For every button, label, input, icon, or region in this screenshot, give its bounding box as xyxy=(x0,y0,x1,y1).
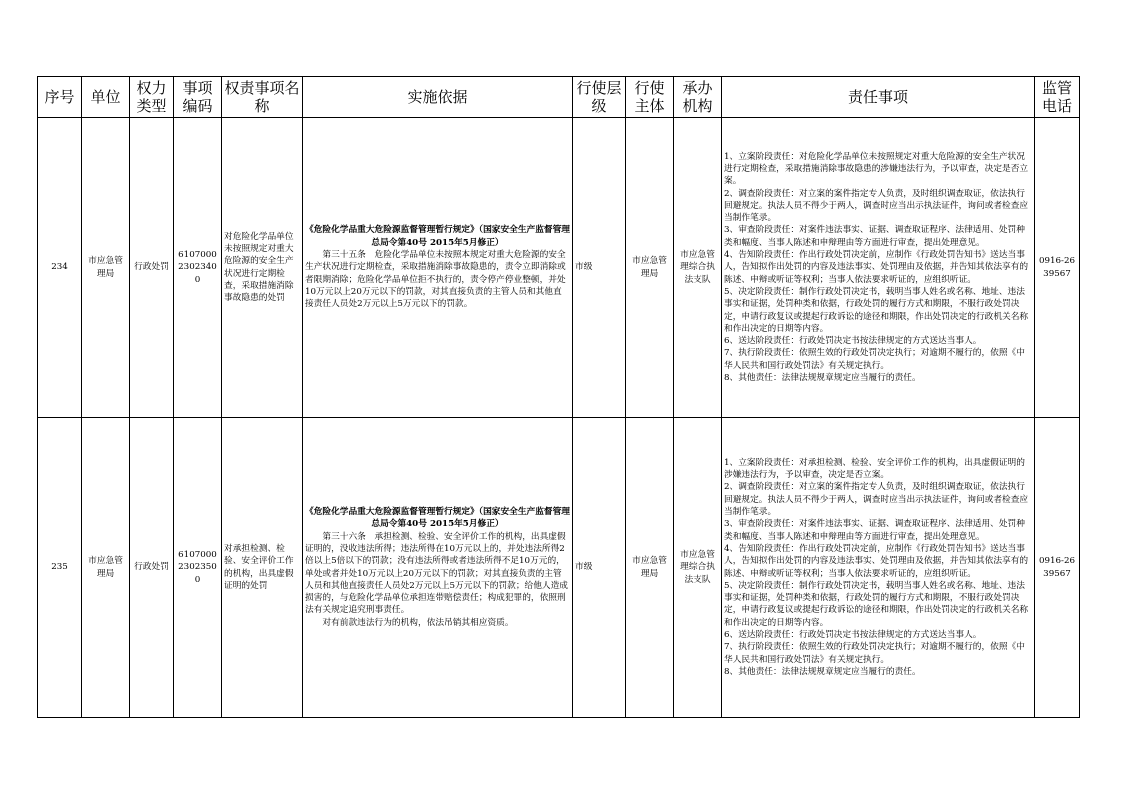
cell-unit: 市应急管理局 xyxy=(82,118,130,418)
header-unit: 单位 xyxy=(82,77,130,118)
basis-title: 《危险化学品重大危险源监督管理暂行规定》（国家安全生产监督管理总局令第40号 2015年5月修正） xyxy=(305,507,570,530)
header-duties: 责任事项 xyxy=(722,77,1035,118)
duty-item: 3、审查阶段责任：对案件违法事实、证据、调查取证程序、法律适用、处罚种类和幅度、当事人陈述和申辩理由等方面进行审查，提出处理意见。 xyxy=(724,225,1025,248)
cell-duties xyxy=(722,118,1035,418)
header-basis: 实施依据 xyxy=(303,77,573,118)
duty-item: 6、送达阶段责任：行政处罚决定书按法律规定的方式送达当事人。 xyxy=(724,336,982,347)
header-seq: 序号 xyxy=(38,77,82,118)
cell-power-type: 行政处罚 xyxy=(130,118,174,418)
cell-level: 市级 xyxy=(573,418,626,718)
table-row xyxy=(38,118,1080,418)
cell-basis xyxy=(303,118,573,418)
duty-item: 4、告知阶段责任：作出行政处罚决定前，应制作《行政处罚告知书》送达当事人，告知拟作出处罚的内容及违法事实、处罚理由及依据，并告知其依法享有的陈述、申辩或听证等权利；当事人依法要求听证的，应组织听证。 xyxy=(724,250,1029,285)
duty-item: 2、调查阶段责任：对立案的案件指定专人负责，及时组织调查取证，依法执行回避规定。执法人员不得少于两人，调查时应当出示执法证件，询问或者检查应当制作笔录。 xyxy=(724,482,1029,518)
header-phone: 监管电话 xyxy=(1035,77,1080,118)
cell-item-name: 对危险化学品单位未按照规定对重大危险源的安全生产状况进行定期检查，采取措施消除事故隐患的处罚 xyxy=(222,118,303,418)
cell-level: 市级 xyxy=(573,118,626,418)
duty-item: 6、送达阶段责任：行政处罚决定书按法律规定的方式送达当事人。 xyxy=(724,629,982,640)
basis-title: 《危险化学品重大危险源监督管理暂行规定》（国家安全生产监督管理总局令第40号 2015年5月修正） xyxy=(305,225,570,248)
cell-item-code: 610700023023400 xyxy=(174,118,222,418)
cell-phone: 0916-2639567 xyxy=(1035,418,1080,718)
header-row xyxy=(38,77,1080,118)
header-handler: 承办机构 xyxy=(674,77,722,118)
duty-item: 5、决定阶段责任：制作行政处罚决定书，载明当事人姓名或名称、地址、违法事实和证据，处罚种类和依据，行政处罚的履行方式和期限，不服行政处罚决定，申请行政复议或提起行政诉讼的途径和期限，作出处罚决定的行政机关名称和作出决定的日期等内容。 xyxy=(724,580,1029,628)
duty-item: 7、执行阶段责任：依照生效的行政处罚决定执行；对逾期不履行的，依照《中华人民共和国行政处罚法》有关规定执行。 xyxy=(724,642,1025,665)
cell-basis xyxy=(303,418,573,718)
header-item-name: 权责事项名称 xyxy=(222,77,303,118)
power-list-sheet xyxy=(37,76,1080,718)
cell-item-name: 对承担检测、检验、安全评价工作的机构，出具虚假证明的处罚 xyxy=(222,418,303,718)
header-item-code: 事项编码 xyxy=(174,77,222,118)
cell-item-code: 610700023023500 xyxy=(174,418,222,718)
duty-item: 3、审查阶段责任：对案件违法事实、证据、调查取证程序、法律适用、处罚种类和幅度、当事人陈述和申辩理由等方面进行审查，提出处理意见。 xyxy=(724,519,1025,542)
header-level: 行使层级 xyxy=(573,77,626,118)
duty-item: 1、立案阶段责任：对危险化学品单位未按照规定对重大危险源的安全生产状况进行定期检查，采取措施消除事故隐患的涉嫌违法行为，予以审查，决定是否立案。 xyxy=(724,151,1029,187)
duty-item: 1、立案阶段责任：对承担检测、检验、安全评价工作的机构，出具虚假证明的涉嫌违法行为，予以审查，决定是否立案。 xyxy=(724,457,1025,481)
header-power-type: 权力类型 xyxy=(130,77,174,118)
cell-handler: 市应急管理综合执法支队 xyxy=(674,118,722,418)
cell-seq: 235 xyxy=(38,418,82,718)
cell-power-type: 行政处罚 xyxy=(130,418,174,718)
cell-subject: 市应急管理局 xyxy=(626,118,674,418)
duty-item: 2、调查阶段责任：对立案的案件指定专人负责，及时组织调查取证，依法执行回避规定。执法人员不得少于两人，调查时应当出示执法证件，询问或者检查应当制作笔录。 xyxy=(724,188,1029,224)
header-subject: 行使主体 xyxy=(626,77,674,118)
cell-handler: 市应急管理综合执法支队 xyxy=(674,418,722,718)
basis-extra: 对有前款违法行为的机构，依法吊销其相应资质。 xyxy=(322,617,514,628)
cell-phone: 0916-2639567 xyxy=(1035,118,1080,418)
cell-unit: 市应急管理局 xyxy=(82,418,130,718)
cell-subject: 市应急管理局 xyxy=(626,418,674,718)
table-row xyxy=(38,418,1080,718)
power-list-table xyxy=(37,76,1080,718)
duty-item: 4、告知阶段责任：作出行政处罚决定前，应制作《行政处罚告知书》送达当事人，告知拟作出处罚的内容及违法事实、处罚理由及依据，并告知其依法享有的陈述、申辩或听证等权利；当事人依法要求听证的，应组织听证。 xyxy=(724,543,1029,579)
duty-item: 5、决定阶段责任：制作行政处罚决定书，载明当事人姓名或名称、地址、违法事实和证据，处罚种类和依据，行政处罚的履行方式和期限，不服行政处罚决定，申请行政复议或提起行政诉讼的途径和期限，作出处罚决定的行政机关名称和作出决定的日期等内容。 xyxy=(724,286,1029,334)
duty-item: 8、其他责任：法律法规规章规定应当履行的责任。 xyxy=(724,666,921,677)
basis-text: 第三十六条 承担检测、检验、安全评价工作的机构，出具虚假证明的，没收违法所得；违法所得在10万元以上的，并处违法所得2倍以上5倍以下的罚款；没有违法所得或者违法所得不足10万元的，单处或者并处10万元以上20万元以下的罚款；对其直接负责的主管人员和其他直接责任人员处2万元以上5万元以下的罚款；给他人造成损害的，与危险化学品单位承担连带赔偿责任；构成犯罪的，依照刑法有关规定追究刑事责任。 xyxy=(305,531,568,616)
duty-item: 7、执行阶段责任：依照生效的行政处罚决定执行；对逾期不履行的，依照《中华人民共和国行政处罚法》有关规定执行。 xyxy=(724,348,1025,371)
cell-seq: 234 xyxy=(38,118,82,418)
cell-duties xyxy=(722,418,1035,718)
basis-text: 第三十五条 危险化学品单位未按照本规定对重大危险源的安全生产状况进行定期检查，采取措施消除事故隐患的，责令立即消除或者限期消除；危险化学品单位拒不执行的，责令停产停业整顿，并处10万元以上20万元以下的罚款，对其直接负责的主管人员和其他直接责任人员处2万元以上5万元以下的罚款。 xyxy=(305,250,566,310)
duty-item: 8、其他责任：法律法规规章规定应当履行的责任。 xyxy=(724,373,921,384)
